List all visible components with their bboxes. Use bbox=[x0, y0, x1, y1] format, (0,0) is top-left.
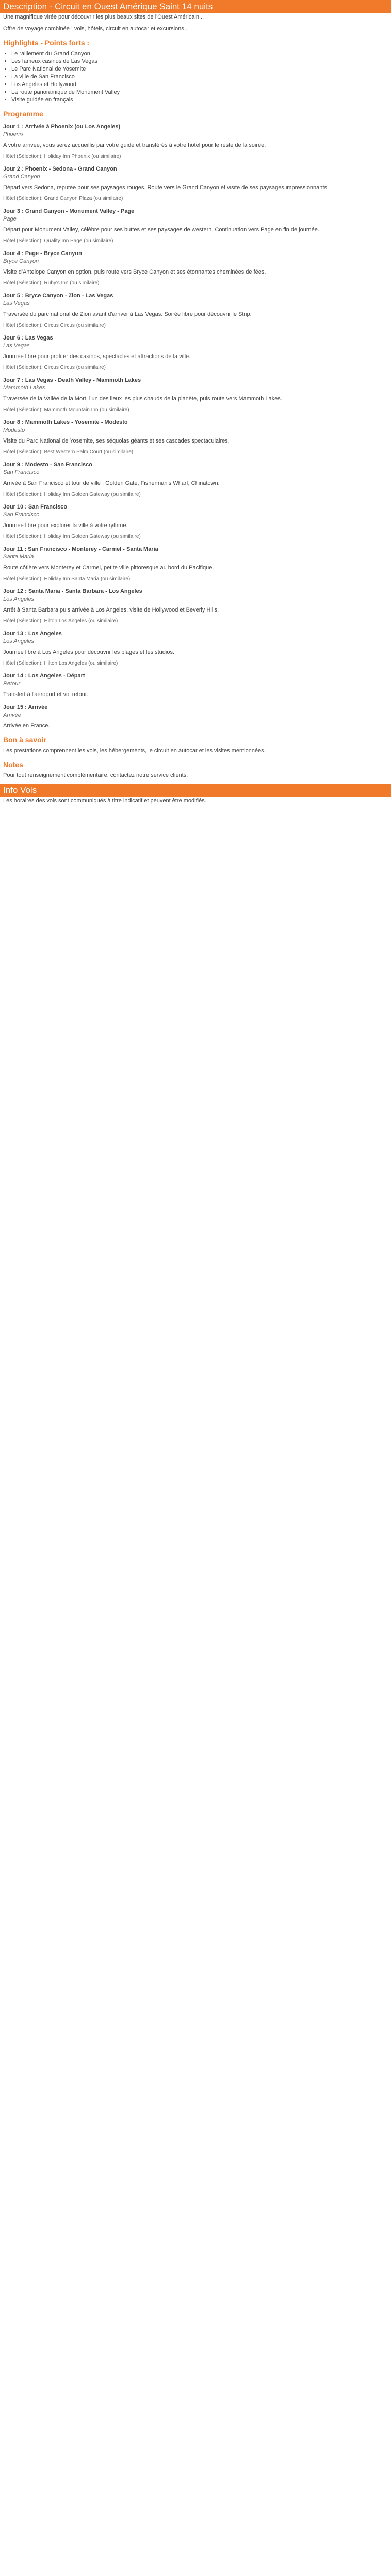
list-item: • La route panoramique de Monument Valley bbox=[11, 89, 388, 96]
day-location: Santa Maria bbox=[3, 554, 34, 560]
day-title: Jour 10 : San Francisco bbox=[3, 504, 68, 510]
day-location: Bryce Canyon bbox=[3, 258, 39, 264]
day-description: Journée libre pour explorer la ville à votre rythme. bbox=[3, 522, 128, 529]
info-band: Info Vols bbox=[0, 784, 391, 797]
day-location: Phoenix bbox=[3, 131, 24, 138]
notes-text: Pour tout renseignement complémentaire, contactez notre service clients. bbox=[3, 772, 188, 778]
day-hotel: Hôtel (Sélection): Mammoth Mountain Inn (ou similaire) bbox=[3, 407, 129, 413]
list-item: • Los Angeles et Hollywood bbox=[11, 81, 388, 89]
programme-day bbox=[3, 123, 388, 160]
day-hotel: Hôtel (Sélection): Hilton Los Angeles (ou similaire) bbox=[3, 660, 118, 666]
programme-day bbox=[3, 419, 388, 456]
programme-day bbox=[3, 377, 388, 414]
day-title: Jour 7 : Las Vegas - Death Valley - Mammoth Lakes bbox=[3, 377, 141, 383]
day-description: Visite du Parc National de Yosemite, ses séquoias géants et ses cascades spectaculaires. bbox=[3, 438, 230, 444]
programme-day bbox=[3, 503, 388, 540]
day-location: Los Angeles bbox=[3, 638, 35, 645]
programme-day bbox=[3, 165, 388, 202]
list-item: • Visite guidée en français bbox=[11, 96, 388, 104]
included-text: Les prestations comprennent les vols, les hébergements, le circuit en autocar et les visites mentionnées. bbox=[3, 748, 266, 754]
highlights-list bbox=[3, 50, 388, 104]
day-description: Journée libre pour profiter des casinos, spectacles et attractions de la ville. bbox=[3, 353, 191, 360]
programme-list bbox=[3, 123, 388, 730]
intro-paragraph-2: Offre de voyage combinée : vols, hôtels, circuit en autocar et excursions... bbox=[3, 26, 189, 32]
list-item: • La ville de San Francisco bbox=[11, 73, 388, 81]
day-hotel: Hôtel (Sélection): Holiday Inn Santa Maria (ou similaire) bbox=[3, 576, 131, 582]
day-hotel: Hôtel (Sélection): Holiday Inn Golden Gateway (ou similaire) bbox=[3, 492, 141, 497]
list-item: • Les fameux casinos de Las Vegas bbox=[11, 58, 388, 65]
programme-day bbox=[3, 672, 388, 699]
programme-day bbox=[3, 546, 388, 583]
day-title: Jour 11 : San Francisco - Monterey - Carmel - Santa Maria bbox=[3, 546, 158, 552]
day-hotel: Hôtel (Sélection): Best Western Palm Court (ou similaire) bbox=[3, 449, 134, 455]
day-location: Mammoth Lakes bbox=[3, 385, 45, 391]
highlights-title: Highlights - Points forts : bbox=[3, 39, 90, 47]
day-title: Jour 9 : Modesto - San Francisco bbox=[3, 462, 92, 468]
day-hotel: Hôtel (Sélection): Holiday Inn Phoenix (ou similaire) bbox=[3, 154, 121, 159]
day-location: Page bbox=[3, 216, 17, 222]
day-description: Route côtière vers Monterey et Carmel, petite ville pittoresque au bord du Pacifique. bbox=[3, 565, 214, 571]
day-description: Transfert à l'aéroport et vol retour. bbox=[3, 691, 88, 698]
day-title: Jour 4 : Page - Bryce Canyon bbox=[3, 250, 82, 257]
day-location: Los Angeles bbox=[3, 596, 35, 602]
day-description: Arrêt à Santa Barbara puis arrivée à Los Angeles, visite de Hollywood et Beverly Hills. bbox=[3, 607, 219, 613]
day-description: Départ vers Sedona, réputée pour ses paysages rouges. Route vers le Grand Canyon et visite de ses paysages impressionnants. bbox=[3, 184, 329, 191]
day-hotel: Hôtel (Sélection): Grand Canyon Plaza (ou similaire) bbox=[3, 196, 123, 201]
day-hotel: Hôtel (Sélection): Ruby's Inn (ou similaire) bbox=[3, 280, 100, 286]
description-band: Description - Circuit en Ouest Amérique Saint 14 nuits bbox=[0, 0, 391, 13]
day-title: Jour 5 : Bryce Canyon - Zion - Las Vegas bbox=[3, 293, 113, 299]
day-title: Jour 6 : Las Vegas bbox=[3, 335, 53, 341]
day-title: Jour 14 : Los Angeles - Départ bbox=[3, 673, 85, 679]
day-description: A votre arrivée, vous serez accueillis par votre guide et transférés à votre hôtel pour le reste de la soirée. bbox=[3, 142, 266, 148]
day-title: Jour 1 : Arrivée à Phoenix (ou Los Angeles) bbox=[3, 124, 121, 130]
day-location: Las Vegas bbox=[3, 300, 30, 307]
day-description: Traversée de la Vallée de la Mort, l'un des lieux les plus chauds de la planète, puis route vers Mammoth Lakes. bbox=[3, 396, 282, 402]
day-title: Jour 2 : Phoenix - Sedona - Grand Canyon bbox=[3, 166, 117, 172]
programme-day bbox=[3, 588, 388, 625]
day-title: Jour 3 : Grand Canyon - Monument Valley - Page bbox=[3, 208, 135, 214]
day-description: Journée libre à Los Angeles pour découvrir les plages et les studios. bbox=[3, 649, 175, 655]
programme-day bbox=[3, 334, 388, 371]
day-description: Arrivée à San Francisco et tour de ville : Golden Gate, Fisherman's Wharf, Chinatown. bbox=[3, 480, 220, 486]
day-location: San Francisco bbox=[3, 469, 40, 476]
day-location: Grand Canyon bbox=[3, 174, 40, 180]
programme-day bbox=[3, 292, 388, 329]
day-hotel: Hôtel (Sélection): Hilton Los Angeles (ou similaire) bbox=[3, 618, 118, 624]
day-location: Retour bbox=[3, 681, 21, 687]
programme-day bbox=[3, 250, 388, 287]
programme-day bbox=[3, 208, 388, 245]
day-hotel: Hôtel (Sélection): Holiday Inn Golden Gateway (ou similaire) bbox=[3, 534, 141, 539]
intro-paragraph-1: Une magnifique virée pour découvrir les plus beaux sites de l'Ouest Américain... bbox=[3, 14, 204, 20]
day-location: Modesto bbox=[3, 427, 25, 433]
programme-title: Programme bbox=[3, 110, 43, 118]
day-location: Arrivée bbox=[3, 712, 21, 718]
day-description: Départ pour Monument Valley, célèbre pour ses buttes et ses paysages de western. Continuation vers Page en fin de journée. bbox=[3, 227, 319, 233]
day-description: Traversée du parc national de Zion avant d'arriver à Las Vegas. Soirée libre pour découvrir le Strip. bbox=[3, 311, 252, 317]
day-location: Las Vegas bbox=[3, 343, 30, 349]
list-item: • Le ralliement du Grand Canyon bbox=[11, 50, 388, 58]
included-title: Bon à savoir bbox=[3, 736, 47, 744]
day-title: Jour 8 : Mammoth Lakes - Yosemite - Modesto bbox=[3, 419, 128, 426]
day-description: Arrivée en France. bbox=[3, 723, 50, 729]
day-title: Jour 15 : Arrivée bbox=[3, 704, 48, 710]
day-description: Visite d'Antelope Canyon en option, puis route vers Bryce Canyon et ses étonnantes cheminées de fées. bbox=[3, 269, 266, 275]
content bbox=[0, 13, 391, 779]
list-item: • Le Parc National de Yosemite bbox=[11, 65, 388, 73]
programme-day bbox=[3, 704, 388, 730]
day-title: Jour 13 : Los Angeles bbox=[3, 631, 62, 637]
day-hotel: Hôtel (Sélection): Circus Circus (ou similaire) bbox=[3, 323, 106, 328]
day-location: San Francisco bbox=[3, 512, 40, 518]
programme-day bbox=[3, 630, 388, 667]
day-hotel: Hôtel (Sélection): Circus Circus (ou similaire) bbox=[3, 365, 106, 370]
page bbox=[0, 0, 391, 805]
day-title: Jour 12 : Santa Maria - Santa Barbara - Los Angeles bbox=[3, 588, 142, 595]
info-text: Les horaires des vols sont communiqués à titre indicatif et peuvent être modifiés. bbox=[3, 798, 206, 804]
day-hotel: Hôtel (Sélection): Quality Inn Page (ou similaire) bbox=[3, 238, 113, 244]
programme-day bbox=[3, 461, 388, 498]
info-content bbox=[0, 797, 391, 805]
notes-title: Notes bbox=[3, 760, 23, 769]
